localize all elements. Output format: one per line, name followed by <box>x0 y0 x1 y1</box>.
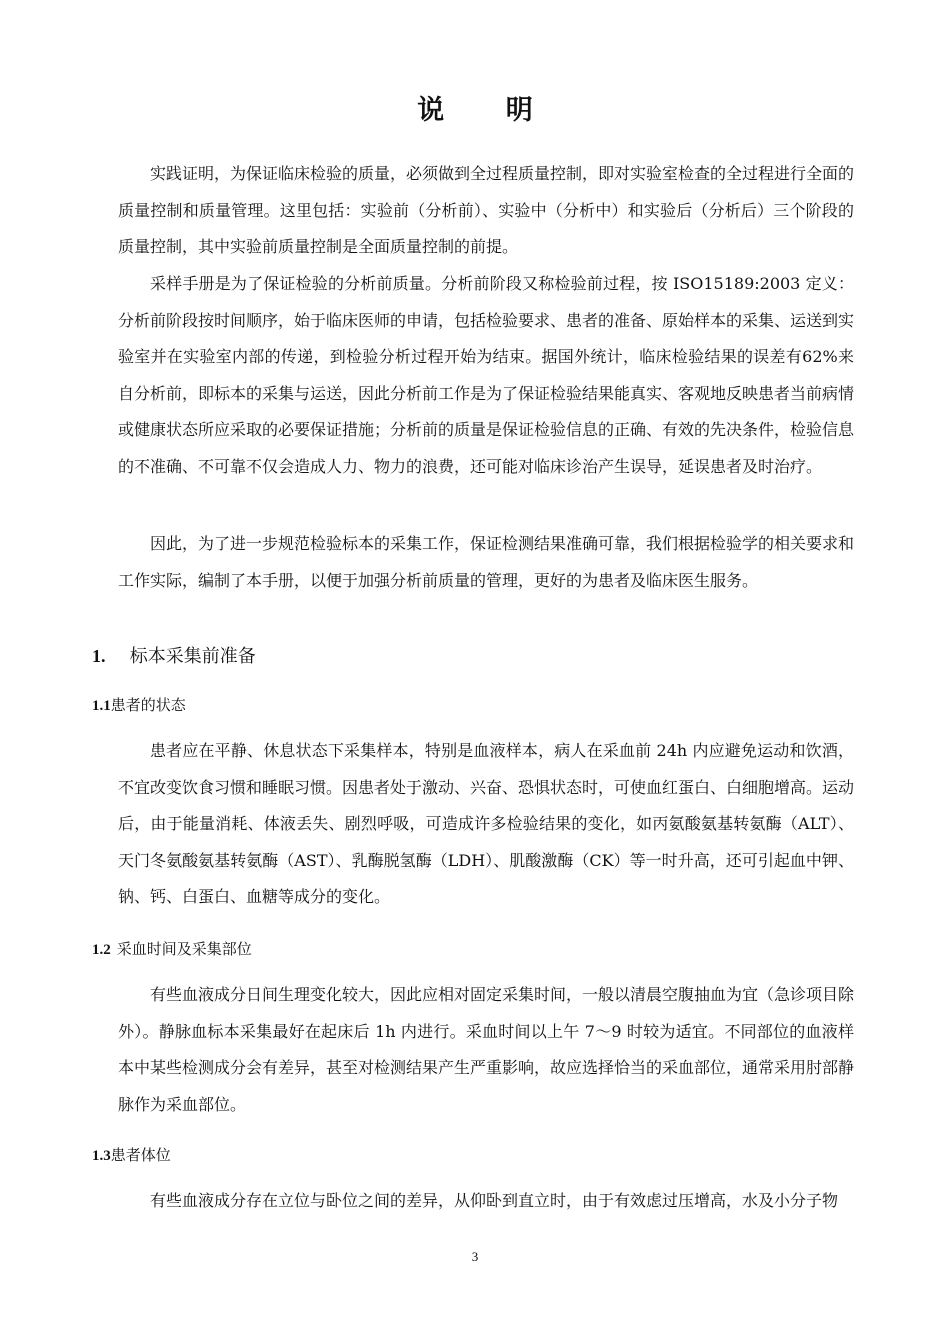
subsection-1-2-number: 1.2 <box>92 942 111 958</box>
section-1-title: 标本采集前准备 <box>129 646 256 667</box>
subsection-1-3-heading <box>92 1144 171 1165</box>
page-title: 说 明 <box>417 95 559 126</box>
subsection-1-1-text: 患者应在平静、休息状态下采集样本，特别是血液样本，病人在采血前 24h 内应避免运动和饮酒，不宜改变饮食习惯和睡眠习惯。因患者处于激动、兴奋、恐惧状态时，可使血红蛋白、白细胞增高。运动后，由于能量消耗、体液丢失、剧烈呼吸，可造成许多检验结果的变化，如丙氨酸氨基转氨酶（ALT）、天门冬氨酸氨基转氨酶（AST）、乳酶脱氢酶（LDH）、肌酸激酶（CK）等一时升高，还可引起血中钾、钠、钙、白蛋白、血糖等成分的变化。 <box>118 741 855 906</box>
page-number: 3 <box>471 1249 479 1264</box>
subsection-1-2-text: 有些血液成分日间生理变化较大，因此应相对固定采集时间，一般以清晨空腹抽血为宜（急诊项目除外）。静脉血标本采集最好在起床后 1h 内进行。采血时间以上午 7～9 时较为适宜。不同部位的血液样本中某些检测成分会有差异，甚至对检测结果产生严重影响，故应选择恰当的采血部位，通常采用肘部静脉作为采血部位。 <box>118 985 855 1114</box>
subsection-1-1-title: 患者的状态 <box>110 696 186 714</box>
subsection-1-3-number: 1.3 <box>92 1148 111 1164</box>
intro-paragraph-1: 实践证明，为保证临床检验的质量，必须做到全过程质量控制，即对实验室检查的全过程进行全面的质量控制和质量管理。这里包括：实验前（分析前）、实验中（分析中）和实验后（分析后）三个阶段的质量控制，其中实验前质量控制是全面质量控制的前提。 <box>118 164 855 256</box>
section-1-number: 1. <box>92 646 106 666</box>
subsection-1-1-heading <box>92 694 186 715</box>
section-1-heading <box>92 642 256 668</box>
subsection-1-3-title: 患者体位 <box>110 1146 171 1164</box>
intro-paragraph-3: 因此，为了进一步规范检验标本的采集工作，保证检测结果准确可靠，我们根据检验学的相关要求和工作实际，编制了本手册，以便于加强分析前质量的管理，更好的为患者及临床医生服务。 <box>118 534 855 590</box>
intro-paragraph-2: 采样手册是为了保证检验的分析前质量。分析前阶段又称检验前过程，按 ISO15189:2003 定义：分析前阶段按时间顺序，始于临床医师的申请，包括检验要求、患者的准备、原始样本的采集、运送到实验室并在实验室内部的传递，到检验分析过程开始为结束。据国外统计，临床检验结果的误差有62%来自分析前，即标本的采集与运送，因此分析前工作是为了保证检验结果能真实、客观地反映患者当前病情或健康状态所应采取的必要保证措施；分析前的质量是保证检验信息的正确、有效的先决条件，检验信息的不准确、不可靠不仅会造成人力、物力的浪费，还可能对临床诊治产生误导，延误患者及时治疗。 <box>118 274 855 476</box>
subsection-1-3-text: 有些血液成分存在立位与卧位之间的差异，从仰卧到直立时，由于有效虑过压增高，水及小分子物 <box>150 1191 839 1210</box>
subsection-1-2-heading <box>92 938 252 959</box>
subsection-1-1-number: 1.1 <box>92 698 111 714</box>
subsection-1-2-title: 采血时间及采集部位 <box>116 940 252 958</box>
